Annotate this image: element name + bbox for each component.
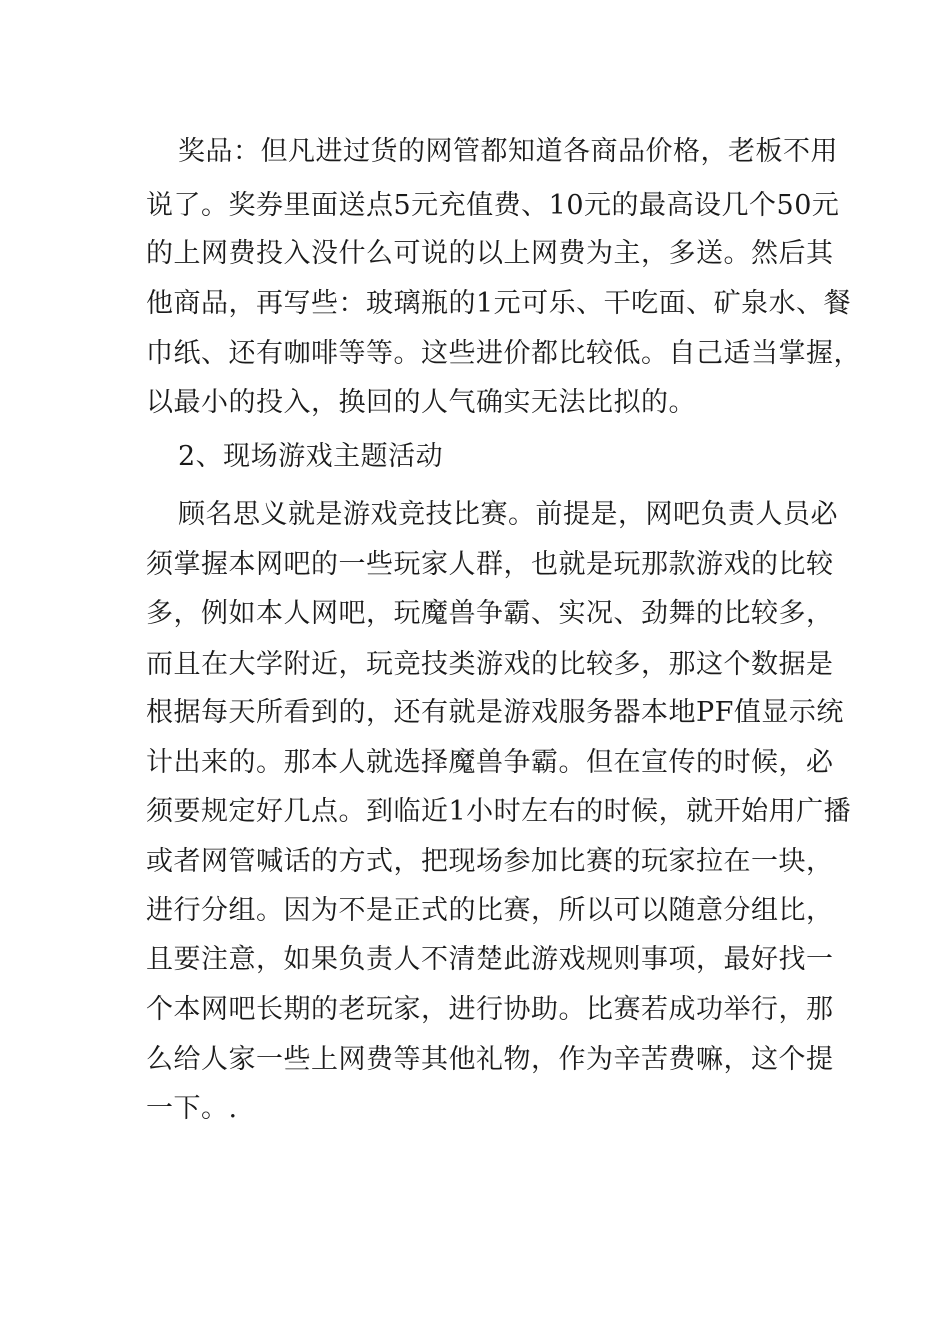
paragraph-1-line-1: 奖品：但凡进过货的网管都知道各商品价格，老板不用: [178, 136, 838, 167]
paragraph-1-line-2: 说了。奖券里面送点5元充值费、10元的最高设几个50元: [146, 190, 840, 221]
paragraph-1-line-4: 他商品，再写些：玻璃瓶的1元可乐、干吃面、矿泉水、餐: [146, 288, 852, 319]
paragraph-2-line-11: 个本网吧长期的老玩家，进行协助。比赛若成功举行，那: [146, 994, 834, 1025]
paragraph-2-line-9: 进行分组。因为不是正式的比赛，所以可以随意分组比，: [146, 895, 834, 926]
paragraph-2-line-8: 或者网管喊话的方式，把现场参加比赛的玩家拉在一块，: [146, 846, 834, 877]
paragraph-2-line-2: 须掌握本网吧的一些玩家人群，也就是玩那款游戏的比较: [146, 549, 834, 580]
paragraph-2-line-3: 多，例如本人网吧，玩魔兽争霸、实况、劲舞的比较多，: [146, 598, 834, 629]
paragraph-2-line-6: 计出来的。那本人就选择魔兽争霸。但在宣传的时候，必: [146, 747, 834, 778]
paragraph-1-line-5: 巾纸、还有咖啡等等。这些进价都比较低。自己适当掌握，: [146, 338, 861, 369]
paragraph-2-line-5: 根据每天所看到的，还有就是游戏服务器本地PF值显示统: [146, 697, 844, 728]
paragraph-2-line-10: 且要注意，如果负责人不清楚此游戏规则事项，最好找一: [146, 944, 834, 975]
section-heading: 2、现场游戏主题活动: [178, 441, 444, 472]
paragraph-1-line-3: 的上网费投入没什么可说的以上网费为主，多送。然后其: [146, 238, 834, 269]
paragraph-2-line-13: 一下。.: [146, 1093, 238, 1124]
paragraph-1-line-6: 以最小的投入，换回的人气确实无法比拟的。: [146, 387, 696, 418]
paragraph-2-line-7: 须要规定好几点。到临近1小时左右的时候，就开始用广播: [146, 796, 852, 827]
paragraph-2-line-1: 顾名思义就是游戏竞技比赛。前提是，网吧负责人员必: [178, 499, 838, 530]
paragraph-2-line-4: 而且在大学附近，玩竞技类游戏的比较多，那这个数据是: [146, 649, 834, 680]
paragraph-2-line-12: 么给人家一些上网费等其他礼物，作为辛苦费嘛，这个提: [146, 1044, 834, 1075]
